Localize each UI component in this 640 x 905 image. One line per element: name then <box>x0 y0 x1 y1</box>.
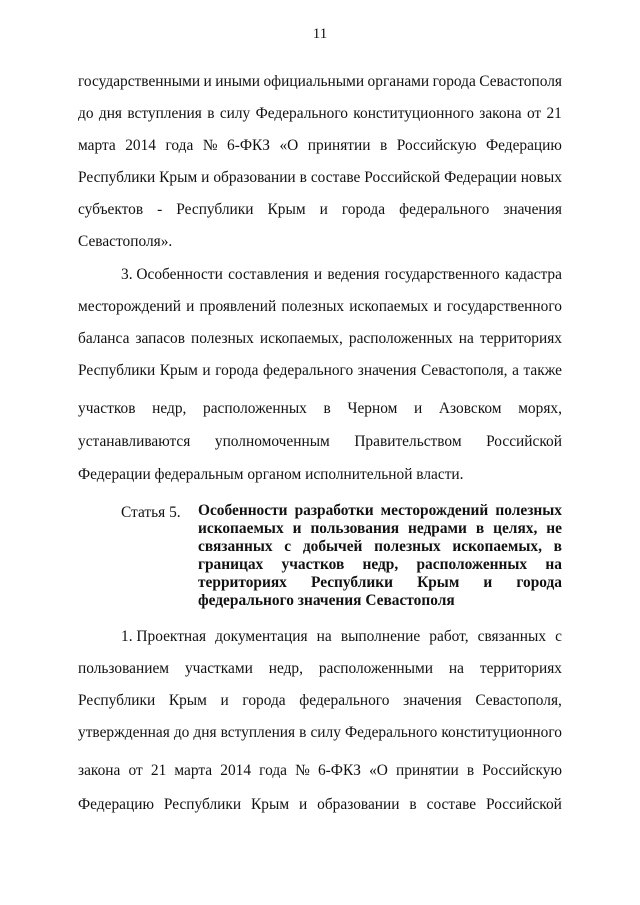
word: выполнение <box>340 628 421 645</box>
word: ископаемых <box>349 298 429 315</box>
word: на <box>316 628 332 645</box>
word: недрами <box>408 520 467 537</box>
word: образовании <box>317 796 400 813</box>
word: силу <box>310 724 341 741</box>
page-number: 11 <box>312 26 328 42</box>
word: федерального <box>263 362 354 379</box>
word: города <box>516 574 562 591</box>
text-line <box>78 400 562 418</box>
text-line <box>78 362 562 380</box>
word: и <box>186 298 195 315</box>
word: целях, <box>493 520 538 537</box>
word: 1. Проектная <box>121 628 207 645</box>
word: ископаемых <box>198 520 284 537</box>
word: Федерального <box>255 105 348 122</box>
word: и <box>313 266 323 283</box>
word: месторождений <box>380 502 489 519</box>
word: 21 <box>150 762 167 779</box>
text-line <box>78 692 562 710</box>
word: а <box>512 362 519 379</box>
word: работ, <box>429 628 469 645</box>
text-line <box>78 137 562 155</box>
word: с <box>284 538 292 555</box>
word: «О <box>279 137 299 154</box>
word: территориях <box>198 574 287 591</box>
word: Крым <box>417 574 460 591</box>
article-label: Статья 5. <box>121 504 181 521</box>
word: 6-ФКЗ <box>227 137 270 154</box>
word: в <box>466 762 475 779</box>
text-line <box>121 266 562 284</box>
word: Российской <box>364 169 441 186</box>
word: государственного <box>384 266 500 283</box>
word: связанных <box>477 628 547 645</box>
text-line <box>78 433 562 451</box>
word: - <box>157 201 163 218</box>
word: и <box>201 169 210 186</box>
word: морях, <box>518 400 562 417</box>
text-line <box>78 169 562 187</box>
word: в <box>475 520 485 537</box>
word: вступления <box>127 105 202 122</box>
word: запасов <box>135 330 186 347</box>
word: на <box>458 330 474 347</box>
word: на <box>448 660 464 677</box>
word: полезных <box>374 538 441 555</box>
word: Российскую <box>482 762 562 779</box>
word: и <box>433 298 442 315</box>
word: в <box>299 169 307 186</box>
title-line <box>198 574 562 591</box>
word: закона <box>78 762 121 779</box>
word: Крым <box>267 201 306 218</box>
word: составе <box>310 169 361 186</box>
word: в <box>553 538 562 555</box>
word: значения <box>357 362 417 379</box>
word: 2014 <box>220 762 252 779</box>
word: и <box>298 796 308 813</box>
word: расположенными <box>318 660 433 677</box>
word: Крым <box>251 796 290 813</box>
word: ископаемых, <box>259 330 343 347</box>
text-line <box>78 796 562 814</box>
text-line <box>78 762 562 780</box>
word: составе <box>426 796 477 813</box>
word: полезных <box>191 330 254 347</box>
text-line <box>78 105 562 123</box>
title-line <box>198 538 562 555</box>
word: Федерации <box>444 169 517 186</box>
word: добычей <box>302 538 363 555</box>
text-line <box>78 724 562 742</box>
word: конституционного <box>353 105 474 122</box>
word: Республики <box>78 362 156 379</box>
word: ведения <box>327 266 380 283</box>
word: в <box>379 137 388 154</box>
word: недр, <box>268 660 303 677</box>
word: Крым <box>168 692 207 709</box>
word: в <box>299 724 307 741</box>
word: и <box>203 73 212 90</box>
word: федерального <box>299 692 390 709</box>
word: органами <box>367 73 430 90</box>
word: расположенных <box>416 556 528 573</box>
word: новых <box>520 169 562 186</box>
word: Севастополя, <box>420 362 508 379</box>
word: дня <box>193 724 217 741</box>
word: города <box>215 362 259 379</box>
word: 2014 <box>125 137 156 154</box>
word: месторождений <box>78 298 182 315</box>
word: ископаемых, <box>452 538 542 555</box>
title-line <box>198 556 562 573</box>
word: Федерального <box>344 724 438 741</box>
text-line <box>78 330 562 348</box>
word: федерального <box>399 201 490 218</box>
word: связанных <box>198 538 273 555</box>
word: также <box>523 362 562 379</box>
word: принятии <box>307 137 371 154</box>
word: границах <box>198 556 264 573</box>
word: Крым <box>159 362 198 379</box>
word: Федерацию <box>485 137 562 154</box>
word: конституционного <box>441 724 562 741</box>
text-line <box>78 298 562 316</box>
word: города <box>242 692 286 709</box>
word: принятии <box>396 762 459 779</box>
word: разработки <box>294 502 374 519</box>
word: уполномоченным <box>214 433 330 450</box>
word: Правительством <box>354 433 462 450</box>
word: города <box>341 201 386 218</box>
word: силу <box>219 105 251 122</box>
word: участков <box>281 556 345 573</box>
word: территориях <box>479 330 562 347</box>
word: иными <box>215 73 261 90</box>
word: Республики <box>78 169 156 186</box>
word: до <box>78 105 94 122</box>
word: полезных <box>495 502 562 519</box>
word: Республики <box>176 201 254 218</box>
word: Особенности <box>198 502 288 519</box>
word: полезных <box>281 298 345 315</box>
word: года <box>165 137 194 154</box>
word: «О <box>369 762 388 779</box>
word: недр, <box>362 556 399 573</box>
word: Севастополя, <box>475 692 562 709</box>
word: дня <box>98 105 123 122</box>
word: в <box>207 105 215 122</box>
word: Севастополя <box>479 73 562 90</box>
word: документация <box>215 628 308 645</box>
word: не <box>546 520 562 537</box>
article-heading <box>0 502 640 612</box>
word: города <box>432 73 476 90</box>
word: и <box>319 201 328 218</box>
word: с <box>555 628 562 645</box>
word: проявлений <box>199 298 277 315</box>
title-line: федерального значения Севастополя <box>198 592 455 609</box>
word: и <box>483 574 493 591</box>
word: вступления <box>220 724 296 741</box>
word: № <box>295 762 310 779</box>
word: Черном <box>347 400 398 417</box>
title-line <box>198 520 562 537</box>
word: в <box>323 400 331 417</box>
word: от <box>526 105 542 122</box>
word: участков <box>78 400 136 417</box>
word: пользованием <box>78 660 170 677</box>
text-line <box>78 73 562 91</box>
text-line <box>78 660 562 678</box>
word: и <box>202 362 211 379</box>
word: субъектов <box>78 201 144 218</box>
word: 6-ФКЗ <box>317 762 361 779</box>
word: 3. Особенности <box>121 266 223 283</box>
word: марта <box>174 762 213 779</box>
text-line: Федерации федеральным органом исполнительной власти. <box>78 466 464 483</box>
word: недр, <box>152 400 187 417</box>
word: значения <box>503 201 562 218</box>
word: Российскую <box>396 137 477 154</box>
word: 21 <box>546 105 562 122</box>
word: баланса <box>78 330 130 347</box>
word: устанавливаются <box>78 433 191 450</box>
word: расположенных <box>348 330 453 347</box>
word: официальными <box>263 73 365 90</box>
word: и <box>414 400 423 417</box>
word: образовании <box>213 169 296 186</box>
word: государственного <box>446 298 562 315</box>
word: Крым <box>159 169 198 186</box>
word: Российской <box>486 433 562 450</box>
word: марта <box>78 137 116 154</box>
text-line <box>78 201 562 219</box>
text-line <box>121 628 562 646</box>
word: расположенных <box>203 400 307 417</box>
word: Российской <box>486 796 562 813</box>
word: Азовском <box>438 400 502 417</box>
word: № <box>202 137 218 154</box>
word: в <box>409 796 417 813</box>
word: Республики <box>78 692 156 709</box>
word: на <box>545 556 562 573</box>
word: Федерацию <box>78 796 154 813</box>
word: до <box>173 724 190 741</box>
word: от <box>128 762 143 779</box>
word: кадастра <box>504 266 562 283</box>
word: Республики <box>311 574 393 591</box>
text-line: Севастополя». <box>78 233 173 250</box>
word: значения <box>403 692 462 709</box>
word: участками <box>184 660 253 677</box>
title-line <box>198 502 562 519</box>
word: и <box>292 520 302 537</box>
word: государственными <box>78 73 201 90</box>
word: составления <box>228 266 309 283</box>
word: пользования <box>310 520 400 537</box>
word: и <box>220 692 229 709</box>
word: территориях <box>479 660 562 677</box>
word: закона <box>479 105 522 122</box>
word: Республики <box>163 796 242 813</box>
word: утвержденная <box>78 724 170 741</box>
word: года <box>259 762 288 779</box>
